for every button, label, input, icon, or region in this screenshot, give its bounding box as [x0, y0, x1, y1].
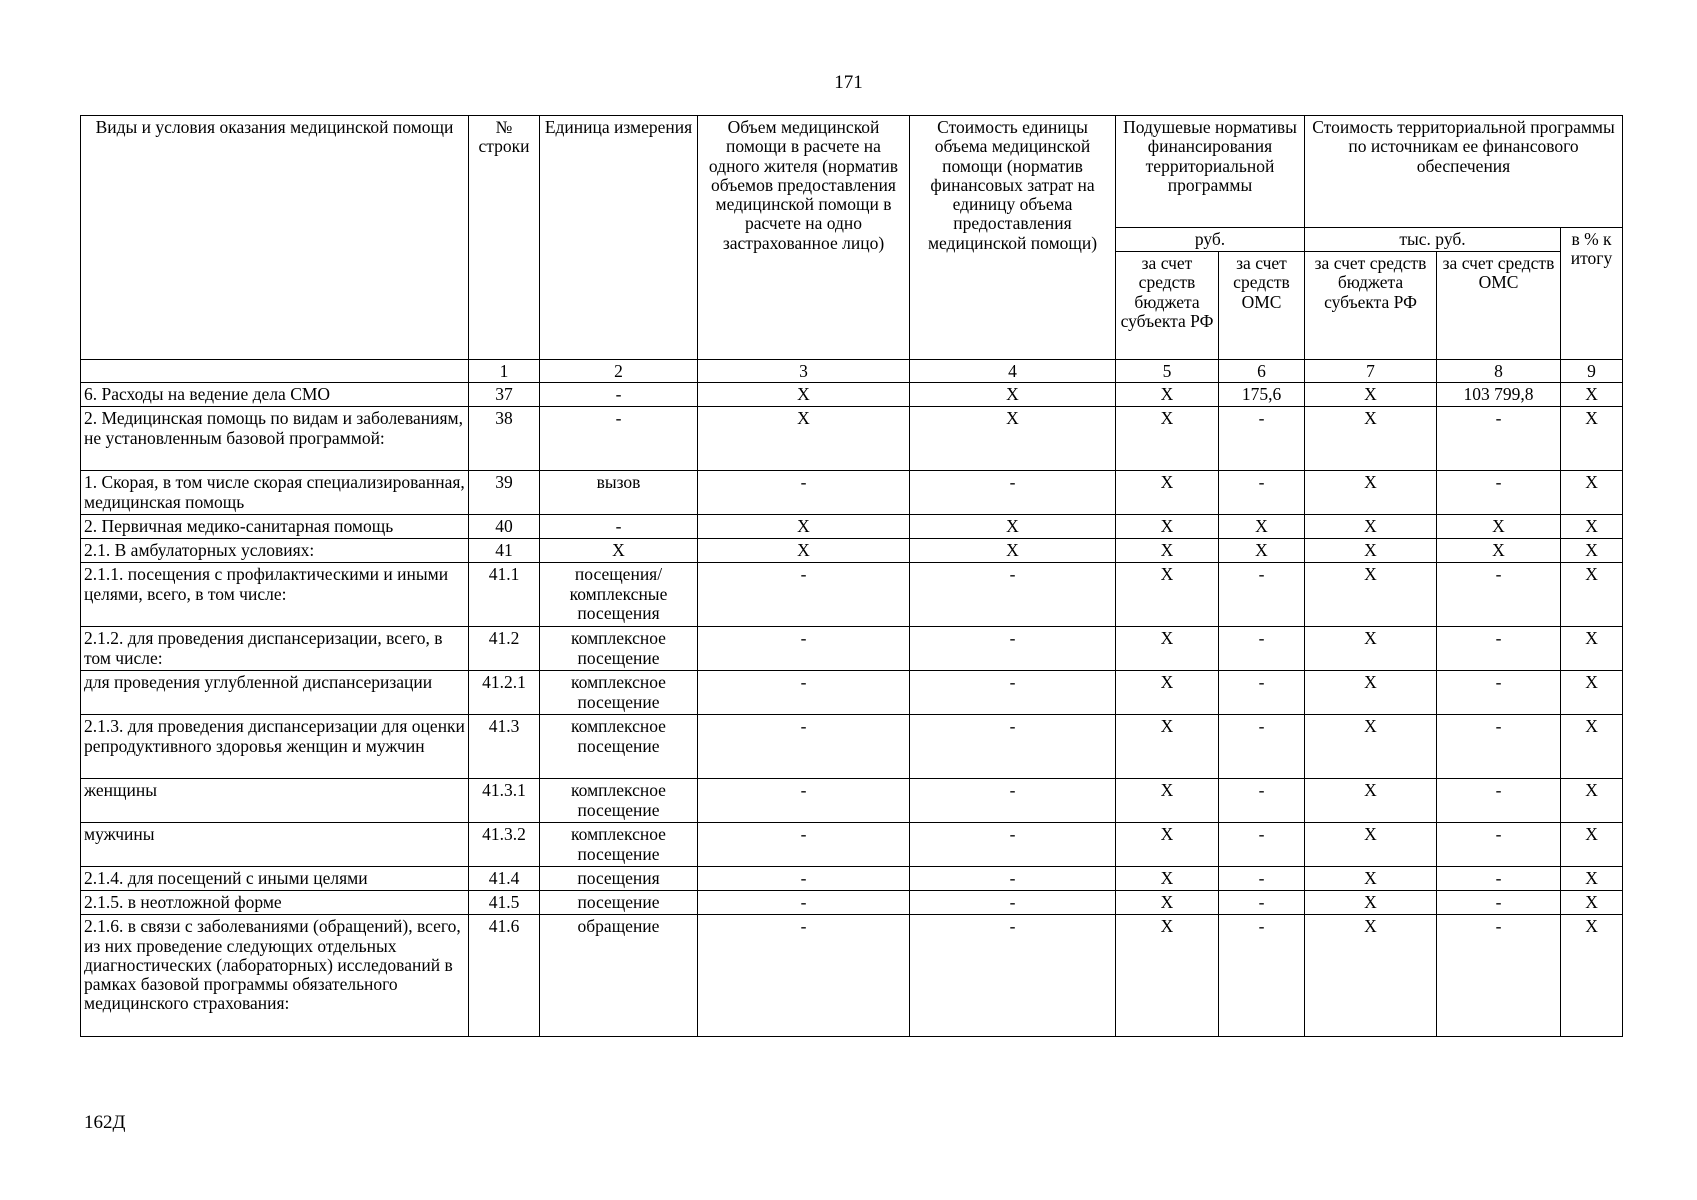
header-percap-oms: за счет средств ОМС	[1219, 252, 1305, 360]
row-value-cell: X	[698, 383, 910, 407]
row-name-cell: 2.1.1. посещения с профилактическими и иными целями, всего, в том числе:	[81, 563, 469, 627]
row-number-cell: 41.2.1	[469, 671, 540, 715]
table-row	[81, 515, 1623, 539]
col-number: 7	[1305, 360, 1437, 383]
row-value-cell: -	[1219, 671, 1305, 715]
row-value-cell: X	[1305, 539, 1437, 563]
row-value-cell: X	[1116, 539, 1219, 563]
row-name-cell: женщины	[81, 779, 469, 823]
col-number: 2	[540, 360, 698, 383]
row-name-cell: 2.1.3. для проведения диспансеризации для оценки репродуктивного здоровья женщин и мужчин	[81, 715, 469, 779]
col-number: 1	[469, 360, 540, 383]
row-value-cell: X	[1561, 563, 1623, 627]
row-value-cell: -	[910, 563, 1116, 627]
row-value-cell: -	[698, 891, 910, 915]
row-value-cell: X	[910, 539, 1116, 563]
col-number: 6	[1219, 360, 1305, 383]
medical-care-table	[80, 115, 1623, 1037]
row-value-cell: 175,6	[1219, 383, 1305, 407]
row-value-cell: -	[910, 779, 1116, 823]
row-value-cell: -	[910, 715, 1116, 779]
row-value-cell: X	[1305, 383, 1437, 407]
row-value-cell: X	[910, 383, 1116, 407]
header-terr-oms: за счет средств ОМС	[1437, 252, 1561, 360]
row-value-cell: -	[1219, 891, 1305, 915]
table-row	[81, 563, 1623, 627]
row-value-cell: X	[1116, 779, 1219, 823]
header-rub: руб.	[1116, 228, 1305, 252]
row-number-cell: 41.6	[469, 915, 540, 1037]
col-number: 8	[1437, 360, 1561, 383]
row-name-cell: 2. Первичная медико-санитарная помощь	[81, 515, 469, 539]
row-value-cell: X	[1561, 715, 1623, 779]
row-unit-cell: обращение	[540, 915, 698, 1037]
row-value-cell: X	[1561, 779, 1623, 823]
header-terr-budget: за счет средств бюджета субъекта РФ	[1305, 252, 1437, 360]
table-header	[81, 116, 1623, 383]
row-value-cell: X	[1116, 867, 1219, 891]
row-value-cell: -	[1219, 779, 1305, 823]
row-value-cell: X	[1305, 915, 1437, 1037]
row-unit-cell: посещение	[540, 891, 698, 915]
row-value-cell: X	[1305, 867, 1437, 891]
row-unit-cell: посещения/ комплексные посещения	[540, 563, 698, 627]
row-value-cell: X	[910, 515, 1116, 539]
row-value-cell: X	[1219, 539, 1305, 563]
row-value-cell: -	[1219, 823, 1305, 867]
row-value-cell: -	[1437, 471, 1561, 515]
row-value-cell: X	[1116, 671, 1219, 715]
row-unit-cell: -	[540, 407, 698, 471]
header-pct-total: в % к итогу	[1561, 228, 1623, 360]
row-value-cell: X	[698, 515, 910, 539]
row-value-cell: X	[1305, 471, 1437, 515]
row-value-cell: -	[1219, 471, 1305, 515]
table-row	[81, 779, 1623, 823]
row-value-cell: X	[1561, 515, 1623, 539]
row-value-cell: X	[1561, 539, 1623, 563]
col-number: 9	[1561, 360, 1623, 383]
header-percap-budget: за счет средств бюджета субъекта РФ	[1116, 252, 1219, 360]
row-value-cell: -	[698, 563, 910, 627]
row-number-cell: 41	[469, 539, 540, 563]
row-name-cell: 2.1. В амбулаторных условиях:	[81, 539, 469, 563]
row-value-cell: X	[1305, 515, 1437, 539]
row-unit-cell: -	[540, 515, 698, 539]
row-name-cell: 1. Скорая, в том числе скорая специализированная, медицинская помощь	[81, 471, 469, 515]
row-value-cell: -	[910, 823, 1116, 867]
row-value-cell: -	[698, 627, 910, 671]
row-number-cell: 41.4	[469, 867, 540, 891]
row-value-cell: X	[1116, 383, 1219, 407]
col-number	[81, 360, 469, 383]
row-value-cell: X	[1305, 715, 1437, 779]
row-value-cell: X	[1305, 823, 1437, 867]
row-value-cell: -	[1437, 715, 1561, 779]
row-value-cell: -	[1437, 627, 1561, 671]
header-row-number: № строки	[469, 116, 540, 360]
row-unit-cell: комплексное посещение	[540, 823, 698, 867]
row-name-cell: 6. Расходы на ведение дела СМО	[81, 383, 469, 407]
table-row	[81, 539, 1623, 563]
row-value-cell: -	[1219, 407, 1305, 471]
row-value-cell: -	[1219, 867, 1305, 891]
table-row	[81, 867, 1623, 891]
row-value-cell: X	[1116, 563, 1219, 627]
row-value-cell: X	[1116, 915, 1219, 1037]
row-value-cell: X	[1116, 715, 1219, 779]
row-value-cell: X	[1116, 471, 1219, 515]
row-value-cell: -	[1219, 627, 1305, 671]
row-value-cell: X	[1561, 867, 1623, 891]
row-name-cell: 2. Медицинская помощь по видам и заболеваниям, не установленным базовой программой:	[81, 407, 469, 471]
header-volume: Объем медицинской помощи в расчете на одного жителя (норматив объемов предоставления медицинской помощи в расчете на одно застрахованное лицо)	[698, 116, 910, 360]
page-number: 171	[834, 72, 863, 93]
table-row	[81, 383, 1623, 407]
row-value-cell: -	[1437, 823, 1561, 867]
row-value-cell: X	[1305, 891, 1437, 915]
row-value-cell: -	[1437, 779, 1561, 823]
row-value-cell: -	[698, 779, 910, 823]
row-number-cell: 41.5	[469, 891, 540, 915]
row-name-cell: 2.1.5. в неотложной форме	[81, 891, 469, 915]
table-row	[81, 407, 1623, 471]
row-value-cell: -	[698, 823, 910, 867]
row-unit-cell: -	[540, 383, 698, 407]
row-value-cell: X	[1305, 671, 1437, 715]
row-number-cell: 38	[469, 407, 540, 471]
row-value-cell: X	[1437, 515, 1561, 539]
row-value-cell: -	[910, 867, 1116, 891]
row-name-cell: 2.1.2. для проведения диспансеризации, всего, в том числе:	[81, 627, 469, 671]
row-unit-cell: комплексное посещение	[540, 671, 698, 715]
header-territorial-cost: Стоимость территориальной программы по источникам ее финансового обеспечения	[1305, 116, 1623, 228]
header-type: Виды и условия оказания медицинской помощи	[81, 116, 469, 360]
row-value-cell: X	[1561, 627, 1623, 671]
row-value-cell: X	[1561, 915, 1623, 1037]
table-row	[81, 627, 1623, 671]
row-value-cell: -	[1219, 715, 1305, 779]
row-value-cell: X	[1561, 471, 1623, 515]
row-value-cell: -	[1437, 867, 1561, 891]
row-number-cell: 37	[469, 383, 540, 407]
row-value-cell: X	[698, 539, 910, 563]
header-per-capita: Подушевые нормативы финансирования территориальной программы	[1116, 116, 1305, 228]
row-number-cell: 39	[469, 471, 540, 515]
row-value-cell: X	[1219, 515, 1305, 539]
row-name-cell: мужчины	[81, 823, 469, 867]
row-name-cell: 2.1.4. для посещений с иными целями	[81, 867, 469, 891]
row-value-cell: X	[910, 407, 1116, 471]
table-row	[81, 891, 1623, 915]
row-value-cell: X	[1116, 823, 1219, 867]
col-number: 3	[698, 360, 910, 383]
header-thous-rub: тыс. руб.	[1305, 228, 1561, 252]
table-row	[81, 823, 1623, 867]
col-number: 5	[1116, 360, 1219, 383]
row-value-cell: X	[1116, 891, 1219, 915]
row-value-cell: -	[1437, 671, 1561, 715]
row-value-cell: -	[1437, 563, 1561, 627]
row-unit-cell: комплексное посещение	[540, 627, 698, 671]
row-number-cell: 41.3.2	[469, 823, 540, 867]
row-value-cell: -	[698, 915, 910, 1037]
table-row	[81, 715, 1623, 779]
row-value-cell: X	[1116, 407, 1219, 471]
row-name-cell: для проведения углубленной диспансеризации	[81, 671, 469, 715]
row-value-cell: -	[698, 867, 910, 891]
table-row	[81, 471, 1623, 515]
row-number-cell: 40	[469, 515, 540, 539]
row-unit-cell: посещения	[540, 867, 698, 891]
row-value-cell: -	[910, 471, 1116, 515]
row-value-cell: -	[910, 891, 1116, 915]
column-number-row	[81, 360, 1623, 383]
row-value-cell: X	[1305, 563, 1437, 627]
header-unit: Единица измерения	[540, 116, 698, 360]
row-value-cell: -	[698, 671, 910, 715]
row-value-cell: X	[1561, 891, 1623, 915]
row-value-cell: -	[1219, 915, 1305, 1037]
row-number-cell: 41.3	[469, 715, 540, 779]
row-number-cell: 41.2	[469, 627, 540, 671]
row-value-cell: X	[1561, 823, 1623, 867]
row-value-cell: -	[698, 471, 910, 515]
row-value-cell: -	[910, 671, 1116, 715]
row-unit-cell: комплексное посещение	[540, 779, 698, 823]
row-value-cell: X	[1561, 383, 1623, 407]
row-value-cell: X	[1561, 407, 1623, 471]
row-value-cell: -	[698, 715, 910, 779]
row-value-cell: -	[1437, 407, 1561, 471]
table-row	[81, 671, 1623, 715]
row-value-cell: -	[1437, 891, 1561, 915]
row-value-cell: -	[1219, 563, 1305, 627]
row-value-cell: -	[1437, 915, 1561, 1037]
table-body	[81, 383, 1623, 1037]
row-value-cell: X	[1116, 627, 1219, 671]
row-number-cell: 41.3.1	[469, 779, 540, 823]
row-value-cell: X	[1116, 515, 1219, 539]
row-unit-cell: вызов	[540, 471, 698, 515]
row-value-cell: X	[1305, 627, 1437, 671]
row-value-cell: X	[1437, 539, 1561, 563]
row-value-cell: X	[698, 407, 910, 471]
row-number-cell: 41.1	[469, 563, 540, 627]
row-value-cell: X	[1305, 779, 1437, 823]
header-unit-cost: Стоимость единицы объема медицинской помощи (норматив финансовых затрат на единицу объема предоставления медицинской помощи)	[910, 116, 1116, 360]
document-code: 162Д	[84, 1112, 126, 1133]
col-number: 4	[910, 360, 1116, 383]
table-row	[81, 915, 1623, 1037]
row-name-cell: 2.1.6. в связи с заболеваниями (обращений), всего, из них проведение следующих отдельных диагностических (лабораторных) исследований в рамках базовой программы обязательного медицинского страхования:	[81, 915, 469, 1037]
row-value-cell: -	[910, 915, 1116, 1037]
row-value-cell: 103 799,8	[1437, 383, 1561, 407]
row-value-cell: X	[1561, 671, 1623, 715]
row-value-cell: X	[1305, 407, 1437, 471]
row-unit-cell: X	[540, 539, 698, 563]
row-value-cell: -	[910, 627, 1116, 671]
row-unit-cell: комплексное посещение	[540, 715, 698, 779]
